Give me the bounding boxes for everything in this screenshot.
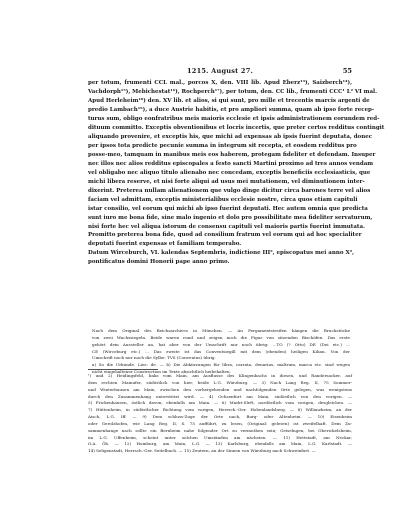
running-head: 1215. August 27. <box>187 67 253 75</box>
text-line: turus sum, obligo eonfratribus meis maioris ecclesie et ipsis administrationem eorundem red- <box>88 115 380 122</box>
text-line: Promitto preterea bona fide, quod ad consilium fratrum vel eorum qui ad hoc specialiter <box>88 232 362 239</box>
text-line: posse-meo, tamquam in manibus meis eos haberem, protegam fideliter et defendam. Insuper <box>88 151 376 158</box>
source-note-line: Umschrift noch nur noch die Sylbe: TVS (Conventus) übrig. <box>92 355 216 361</box>
source-note-line: Nach dem Original des Reichsarchives in München. — Au Pergamentstreifen hängen die Bruchstücke <box>92 328 350 333</box>
footnote-line: 14) Seligenstadt, Herrsch.-Ger. Seitelbach. — 15) Zeutern, an der Sinnen von Würzburg nach Schweinfurt. — <box>88 448 316 454</box>
footnote-line: und Winterhausen am Main, zwischen den vorhergehenden und nachfolgenden Orte gelegen, was wenigstens <box>88 386 352 392</box>
footnote-line: oder Gerolzhofen, wie Lang Reg. II, S. 75 aufführt, zu lesen, (Original: gelesen) ist zweifelhaft. Dem Zu- <box>88 420 352 426</box>
footnote-line: dem rechten Mainufer, südöstlich von hier, beide L.G. Würzburg. — 3) Nach Lang Reg. II, 75 Sommer- <box>88 379 352 385</box>
text-line: per ipsos tota predicte pecunie summa in integrum sit recepta, et eosdem redditus pro <box>88 142 357 149</box>
footnotes <box>88 373 352 457</box>
text-line: faciam vel admittam, exceptis ministerialibus ecclesie nostre, circa quos etiam capituli <box>88 196 358 203</box>
page-number: 55 <box>342 67 352 75</box>
source-note-line: von zwei Wachssiegeln. Beide waren rund und zeigen noch die Figur von sitzenden Bischöfen. Das erste <box>92 334 350 340</box>
page-header <box>88 67 352 77</box>
text-line: nisi forte hec vel aliqua istorum de consensu capituli vel maioris partis fuerint immutata. <box>88 223 365 230</box>
footnote-line: ¹) und 2) Heidingsfeld, links vom Main, am Ausflusse des Klingenbachs in diesen, und Randersacker, auf <box>88 373 352 378</box>
text-line: per totum, frumenti CCL mal., porcos X, den. VIII lib. Apud Eberz¹³), Saizberch¹⁴), <box>88 80 352 86</box>
footnote-line: O.A. Öh. — 12) Homburg, am Main, L.G. — 13) Karlsburg, ebenfalls am Main, L.G. Karlstadt. — <box>88 441 352 447</box>
text-line: sunt iuro me bona fide, sine malo ingenio et dolo pro possibilitate mea fideliter servaturum, <box>88 214 373 221</box>
footnote <box>88 373 352 455</box>
footnote-line: 5) Frickenhausen, östlich davon, ebenfalls am Main. — 6) Markt-Sleft, nordöstlich vom vorigen, desgleichen. — <box>88 400 352 406</box>
dating-line: Datum Wirceburch, VI. kalendas Septembris, indictione III², episcopatus mei anno X², <box>88 250 355 257</box>
text-line: dixerint. Preterea nullam alienationem que vulgo dinge dicitur circa barones terre vel alios <box>88 187 371 194</box>
text-line: nec illos nec alios redditus episcopales a festo sancti Martini proximo ad tres annos vendam <box>88 160 374 167</box>
text-line: Vachdorph¹⁵), Mebichestat¹⁶), Rochperch¹⁷), per totum, den. CC lib., frumenti CCC¹ L² VI mal. <box>88 88 378 95</box>
variant-note-line: nicht eingehaltener Construction im Texte absichtlich beibehalten. <box>92 369 231 375</box>
footnote-line: sammenhange nach sollte ein Bernheim nahe folgender Ort zu vermuthen sein; Geiselngen, bei Oberickelsheim, <box>88 427 352 433</box>
dating-line: pontificatus domini Honorii pape anno primo. <box>88 259 230 266</box>
source-note-line: gehört dem Aussteller an, hat aber von der Umschrift nur noch übrig: ...TO (? Otto) DE (Dei etc.) ... <box>92 341 350 347</box>
footnote-line: im L.G. Uffenheim, scheint unter solchen Umständen am nächsten. — 11) Hettstadt, am Neckar, <box>88 434 352 440</box>
source-note-line: CE (Wirceburg etc.) ... Das zweite ist das Conventsiegill mit dem (ebenden) heiligen Kilian. Von der <box>92 348 350 354</box>
footnote-line: Aisch, L.G. Iff. — 9) Dem schluss-Zuge der Orte nach, Burg- oder Altenheim. — 10) Eisenheim <box>88 414 352 420</box>
footnote-rule <box>88 369 158 370</box>
text-line: dituum committo. Exceptis obventionibus et locris incertis, que preter certos redditus contingit <box>88 124 385 131</box>
text-line: predio Lambach¹⁹), a duce Austrie habitis, et pro ampliori summa, quam ab ipso forte recep- <box>88 106 375 113</box>
footnote-line: 7) Hüttenheim, in südöstlicher Richtung vom vorigen, Herrsch.-Ger. Hohenlandsberg. — 8) Willanzheim, an der <box>88 407 352 413</box>
text-line: Apud Herleheim¹⁸) den. XV lib. et alios, si qui sunt, pro mille et trecentis marcis argenti de <box>88 97 370 104</box>
footnote-line: durch den Zusammenhang unterstützt wird. — 4) Ochsenfurt am Main, südöstlich von den vorigen. — <box>88 393 352 399</box>
text-line: michi libera reserve, et nisi forte aliqui ad usus mei mutationem, vel diminutionem inter- <box>88 178 365 185</box>
text-line: istar consilio, vel eorum qui michi ab ipso fuerint deputati. Hec autem omnia que predicta <box>88 205 368 212</box>
main-text <box>88 79 385 267</box>
text-line: aliquando provenire, et exceptis his, que michi ad expensas ab ipsis fuerint deputata, donec <box>88 133 373 140</box>
text-line: vel obligabo nec aliquo titulo alienabo nec concedam, exceptis beneficiis ecclesiasticis, que <box>88 169 371 176</box>
text-line: deputati fuerint expensas et familiam temperabo. <box>88 241 242 248</box>
variant-note-line: a) So die Urkunde. Lies: de. — b) Die Abkürzungen für libra, carrata, denarius, maltrum, marca etc. sind wegen <box>92 362 350 368</box>
